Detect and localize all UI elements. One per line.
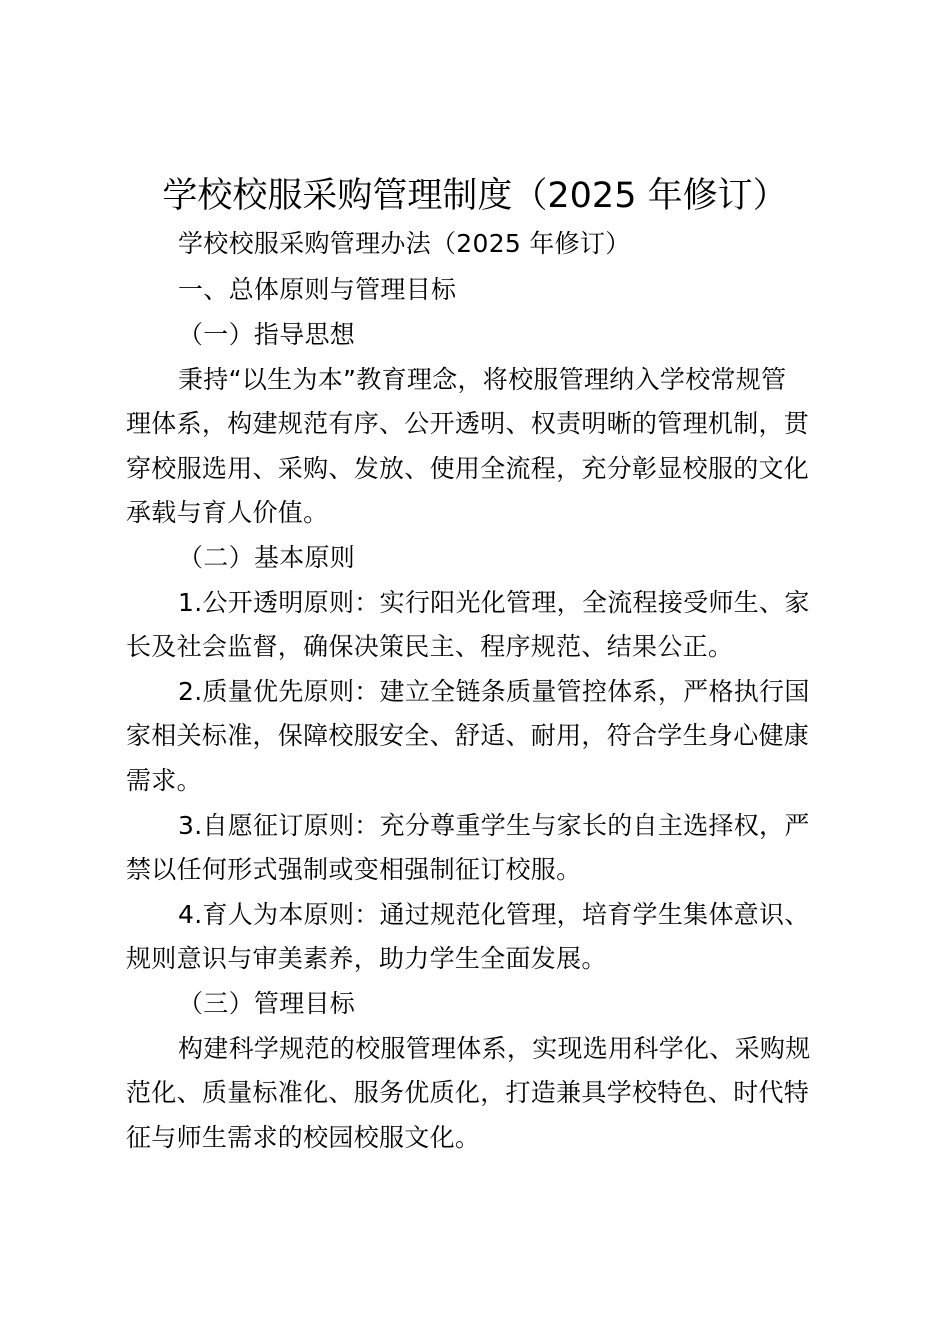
paragraph-line: 构建科学规范的校服管理体系，实现选用科学化、采购规: [178, 1034, 811, 1063]
paragraph-line: 4.育人为本原则：通过规范化管理，培育学生集体意识、: [178, 900, 810, 929]
paragraph-line: 规则意识与审美素养，助力学生全面发展。: [126, 944, 607, 973]
subtitle: 学校校服采购管理办法（2025 年修订）: [178, 229, 631, 258]
subsection-heading: （二）基本原则: [178, 543, 356, 572]
section-heading: 一、总体原则与管理目标: [178, 275, 457, 304]
subsection-heading: （一）指导思想: [178, 320, 356, 349]
paragraph-line: 承载与育人价值。: [126, 498, 329, 527]
paragraph-line: 理体系，构建规范有序、公开透明、权责明晰的管理机制，贯: [126, 409, 810, 438]
paragraph-line: 家相关标准，保障校服安全、舒适、耐用，符合学生身心健康: [126, 721, 810, 750]
paragraph-line: 穿校服选用、采购、发放、使用全流程，充分彰显校服的文化: [126, 454, 810, 483]
paragraph-line: 需求。: [126, 766, 202, 795]
paragraph-line: 3.自愿征订原则：充分尊重学生与家长的自主选择权，严: [178, 811, 810, 840]
paragraph-line: 2.质量优先原则：建立全链条质量管控体系，严格执行国: [178, 677, 810, 706]
paragraph-line: 长及社会监督，确保决策民主、程序规范、结果公正。: [126, 632, 734, 661]
document-title: 学校校服采购管理制度（2025 年修订）: [162, 176, 788, 216]
paragraph-line: 禁以任何形式强制或变相强制征订校服。: [126, 855, 582, 884]
paragraph-line: 范化、质量标准化、服务优质化，打造兼具学校特色、时代特: [126, 1078, 810, 1107]
paragraph-line: 征与师生需求的校园校服文化。: [126, 1123, 481, 1152]
paragraph-line: 1.公开透明原则：实行阳光化管理，全流程接受师生、家: [178, 588, 810, 617]
subsection-heading: （三）管理目标: [178, 989, 356, 1018]
paragraph-line: 秉持“以生为本”教育理念，将校服管理纳入学校常规管: [178, 365, 787, 394]
